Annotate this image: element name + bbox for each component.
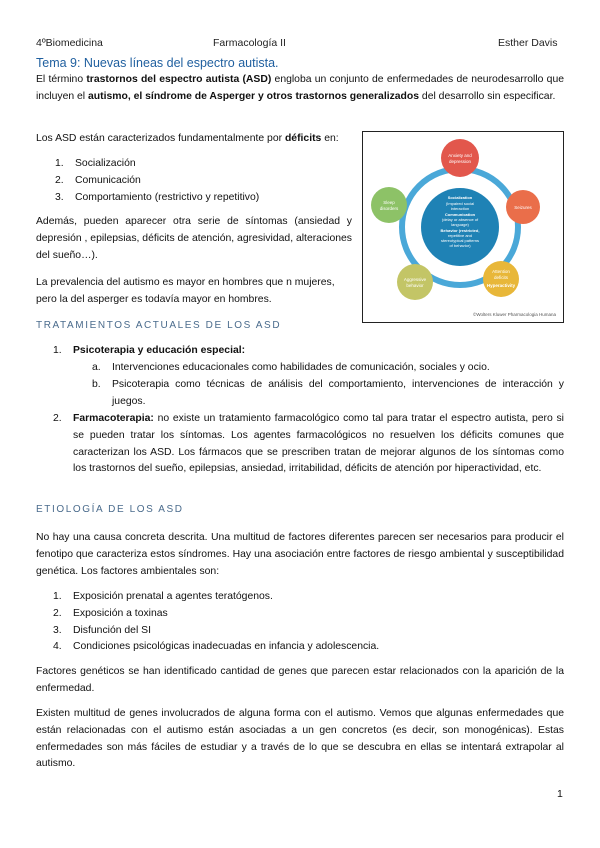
header-author: Esther Davis (498, 37, 558, 49)
treatment-title: Farmacoterapia: (73, 413, 154, 424)
node-label: Aggressive (403, 277, 427, 282)
psychotherapy-sublist (92, 360, 564, 410)
deficits-bold: déficits (284, 133, 322, 144)
node-anxiety (441, 139, 479, 177)
intro-text-2: engloba un conjunto de enfermedades de neurodesarrollo que incluyen el (36, 74, 565, 102)
header-subject: Farmacología II (213, 37, 286, 49)
node-label: Attention (492, 269, 510, 274)
list-text: Socialización (75, 158, 136, 169)
page-number: 1 (557, 788, 563, 800)
pharmacotherapy-item (53, 411, 564, 478)
list-number: 2. (55, 174, 64, 186)
intro-bold-2: autismo, el síndrome de Asperger y otros trastornos generalizados (87, 90, 420, 102)
list-number: 3. (55, 191, 64, 203)
intro-text-1: El término (36, 74, 87, 85)
deficits-paragraph (36, 131, 356, 148)
list-number: 2. (53, 607, 62, 619)
genetic-paragraph: Factores genéticos se han identificado cantidad de genes que parecen estar relacionados con la aparición de la enfermedad. (36, 666, 564, 694)
center-label: Socialization (447, 195, 473, 200)
list-text: Comunicación (75, 174, 141, 186)
node-label: deficits (493, 275, 509, 280)
node-sleep (371, 187, 407, 223)
intro-bold-1: trastornos del espectro autista (ASD) (86, 74, 272, 85)
asd-symptoms-figure (362, 131, 564, 323)
list-text: Exposición a toxinas (73, 607, 168, 619)
asd-diagram (363, 132, 563, 322)
section-heading-etiology: ETIOLOGÍA DE LOS ASD (36, 504, 184, 515)
list-item (53, 343, 564, 360)
list-item (53, 639, 564, 656)
center-label: Communication (444, 212, 476, 217)
list-item (55, 156, 355, 173)
node-label: depression (448, 159, 472, 164)
list-number: 4. (53, 641, 62, 653)
list-item (92, 377, 564, 411)
deficits-text-1: Los ASD están caracterizados fundamentalmente por (36, 133, 285, 144)
list-text: Intervenciones educacionales como habilidades de comunicación, sociales y ocio. (112, 362, 490, 373)
center-label: of behavior) (449, 243, 471, 248)
list-text: Comportamiento (restrictivo y repetitivo) (75, 191, 260, 203)
deficits-text-2: en: (321, 133, 339, 144)
list-text: Condiciones psicológicas inadecuadas en infancia y adolescencia. (73, 641, 380, 653)
list-number: 1. (53, 591, 62, 602)
center-label: repetitive and (447, 233, 473, 238)
prevalence-paragraph: La prevalencia del autismo es mayor en hombres que n mujeres, pero la del asperger es todavía mayor en hombres. (36, 277, 335, 305)
node-label: Anxiety and (448, 153, 472, 158)
center-label: stereotypical patterns (440, 238, 480, 243)
page-title: Tema 9: Nuevas líneas del espectro autista. (36, 56, 279, 70)
intro-text-3: del desarrollo sin especificar. (419, 90, 556, 102)
treatments-list (53, 343, 564, 360)
list-item (55, 190, 355, 207)
node-label: Sleep (383, 200, 395, 205)
symptoms-paragraph: Además, pueden aparecer otra serie de síntomas (ansiedad y depresión , epilepsias, déficits de atención, agresividad, alteraciones del sueño…). (36, 216, 352, 261)
center-label: interaction (450, 206, 470, 211)
node-label: Hyperactivity (486, 283, 516, 288)
list-number: 2. (53, 413, 62, 424)
treatment-title: Psicoterapia y educación especial: (73, 345, 246, 356)
list-item (53, 606, 564, 623)
intro-paragraph (36, 72, 564, 106)
list-text: Exposición prenatal a agentes teratógenos. (73, 591, 273, 602)
header-course: 4ºBiomedicina (36, 37, 103, 49)
node-label: Seizures (514, 205, 532, 210)
node-label: disorders (379, 206, 399, 211)
list-item (53, 623, 564, 640)
list-item (53, 589, 564, 606)
environmental-factors-list (53, 589, 564, 656)
list-number: 1. (53, 345, 62, 356)
center-label: (delay or absence of (441, 217, 479, 222)
list-item (53, 411, 564, 478)
list-text: Psicoterapia como técnicas de análisis del comportamiento, intervenciones de interacción y juegos. (112, 378, 564, 407)
node-label: behavior (406, 283, 424, 288)
etiology-paragraph: No hay una causa concreta descrita. Una multitud de factores diferentes parecen ser necesarios para producir el fenotipo que caracteriza estos síndromes. Hay una asociación entre factores de riesgo ambiental y susceptibilidad genética. Los factores ambientales son: (36, 532, 564, 577)
center-label: Behavior (restricted, (440, 228, 480, 233)
center-label: language) (451, 222, 469, 227)
list-text: Disfunción del SI (73, 624, 151, 636)
node-aggressive (397, 264, 433, 300)
list-item (92, 360, 564, 377)
list-number: 1. (55, 158, 64, 169)
center-labels (441, 195, 480, 248)
list-number: 3. (53, 624, 62, 636)
section-heading-treatments: TRATAMIENTOS ACTUALES DE LOS ASD (36, 320, 282, 331)
list-text: no existe un tratamiento farmacológico como tal para tratar el espectro autista, pero si se pueden tratar los síntomas. Los agentes farmacológicos no resuelven los déficits comunes que caracterizan los ASD. Los fármacos que se prescriben tratan de mejorar algunos de los síntomas como los trastornos del sueño, epilepsias, ansiedad, irritabilidad, déficits de atención por hiperactividad, etc. (73, 413, 564, 475)
list-item (55, 173, 355, 190)
deficits-list (55, 156, 355, 206)
list-letter: b. (92, 378, 101, 390)
genes-paragraph: Existen multitud de genes involucrados de alguna forma con el autismo. Vemos que algunas enfermedades que están relacionadas con el autismo están asociadas a un gen concretos (es decir, son monogénicas). Estas enfermedades son más fáciles de estudiar y a través de lo que se descubra en ellas se intentará extrapolar al autismo. (36, 708, 564, 770)
center-label: (Impaired social (445, 201, 475, 206)
figure-caption: ©Wolters Kluwer Pharmacologia Humana (473, 312, 557, 317)
list-letter: a. (92, 362, 101, 373)
